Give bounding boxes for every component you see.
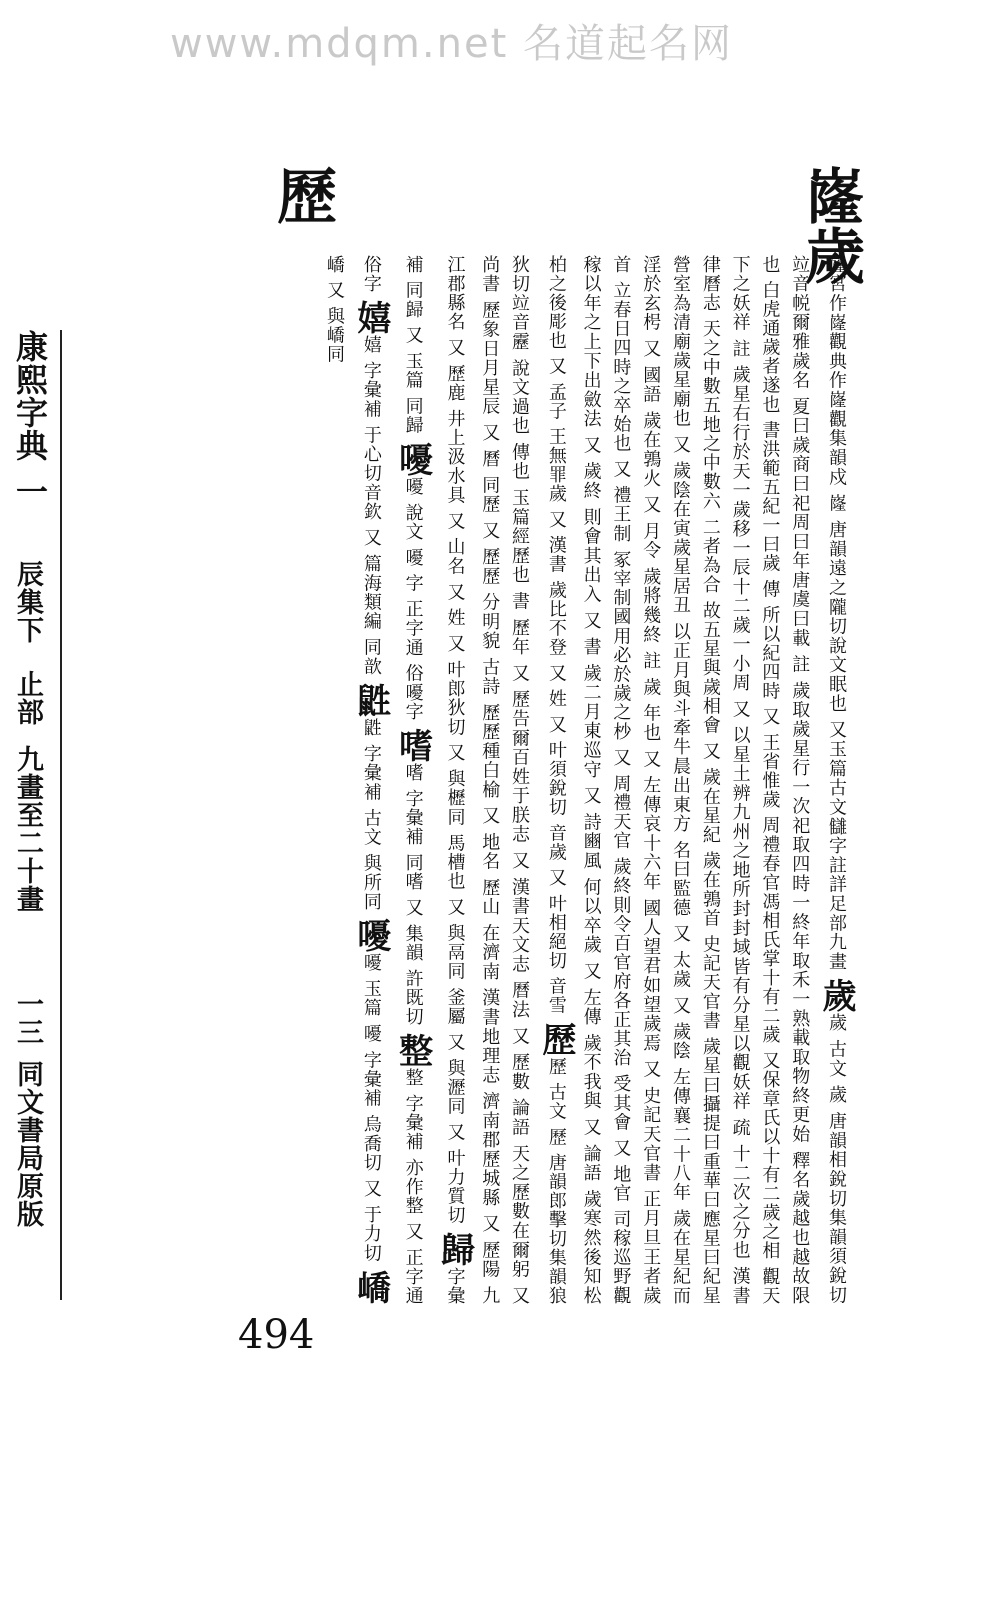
entry-head: 鼪 [350, 683, 391, 719]
entry-head: 歸 [434, 1231, 475, 1267]
entry-text: 嬉 字彙補 于心切音欽 又 篇海類編 同歆 [360, 335, 382, 677]
page-marker: 一三 [12, 990, 43, 1046]
dictionary-body [66, 255, 856, 1305]
entry-head: 嶠 [350, 1269, 391, 1305]
watermark: www.mdqm.net 名道起名网 [170, 21, 733, 67]
entry-text: 鼪 字彙補 古文 與所同 [360, 718, 382, 912]
entry-head: 嗜 [392, 727, 433, 763]
entry [826, 255, 847, 971]
stroke-range-label: 九畫至二十畫 [12, 745, 43, 913]
entry-text: 嶐宮作嶐觀典作嶐觀集韻戍 嶐 唐韻遠之隴切說文眠也 又玉篇古文讎字註詳足部九畫 [826, 255, 847, 972]
entry-head: 整 [392, 1032, 433, 1068]
page-number: 494 [238, 1312, 315, 1358]
book-title: 康熙字典 [11, 330, 49, 462]
entry-text: 整 字彙補 亦作整 又 正字通 俗字 [360, 255, 424, 1305]
entry-text: 歲 古文 歲 唐韻相銳切集韻須銳切竝音帨爾雅歲名 夏曰歲商曰祀周曰年唐虞曰載 註 歲取歲星行一次祀取四時一終年取禾一熟載取物終更始 釋名歲越也越故限也 白虎通歲者遂也 書洪範五紀一曰歲 傳 所以紀四時 又 王省惟歲 周禮春官馮相氏掌十有二歲 又保章氏以十有二歲之相 觀天下之妖祥 註 歲星右行於天一歲移一辰十二歲一小周 又 以星土辨九州之地所封封域皆有分星以觀妖祥 疏 十二次之分也 漢書律曆志 天之中數五地之中數六 二者為合 故五星與歲相會 又 歲在星紀 歲在鶉首 史記天官書 歲星曰攝提曰重華曰應星曰紀星 營室為清廟歲星廟也 又 歲陰在寅歲星居丑 以正月與斗牽牛晨出東方 名曰監德 又 太歲 又 歲陰 左傳襄二十八年 歲在星紀而淫於玄枵 又 國語 歲在鶉火 又 月令 歲將幾終 註 歲 年也 又 左傳哀十六年 國人望君如望歲焉 又 史記天官書 正月旦王者歲首 立春日四時之卒始也 又 禮王制 冢宰制國用必於歲之杪 又 周禮天官 歲終則令百官府各正其治 受其會 又 地官 司稼巡野觀稼以年之上下出斂法 又 歲終 則會其出入 又 書 歲二月東巡守 又 詩豳風 何以卒歲 又 左傳 歲不我與 又 論語 歲寒然後知松柏之後彫也 又 孟子 王無罪歲 又 漢書 歲比不登 又 姓 又 叶須銳切 音歲 又 叶相絕切 音雪 [545, 255, 847, 1305]
entry-head: 嬉 [350, 300, 391, 336]
entry [392, 441, 433, 721]
entry [350, 918, 391, 1264]
entry-text: 字彙補 同歸 又 玉篇 同歸 [402, 255, 466, 1305]
entry [350, 683, 391, 912]
margin-separator [60, 330, 62, 1300]
entry-text: 嚘 玉篇 嚘 字彙補 烏喬切 又 于力切 [360, 953, 382, 1264]
entry-text: 歷 古文 歷 唐韻郎擊切集韻狼狄切竝音靂 說文過也 傳也 玉篇經歷也 書 歷年 又 歷告爾百姓于朕志 又 漢書天文志 曆法 又 歷數 論語 天之歷數在爾躬 又 尚書 歷象日月星辰 又 曆 同歷 又 歷歷 分明貌 古詩 歷歷種白榆 又 地名 歷山 在濟南 漢書地理志 濟南郡歷城縣 又 歷陽 九江郡縣名 又 歷鹿 井上汲水具 又 山名 又 姓 又 叶郎狄切 又 與櫪同 馬槽也 又 與鬲同 釜屬 又 與瀝同 又 叶力質切 [444, 255, 567, 1305]
body-frame [66, 255, 856, 1605]
entry [350, 300, 391, 677]
entry [392, 727, 433, 1026]
publisher-label: 同文書局原版 [12, 1060, 43, 1228]
entry-head: 嚘 [350, 918, 391, 954]
header-right-char: 嶐歲 [795, 165, 865, 285]
volume-mark: 一 [11, 475, 49, 508]
entry-head: 歷 [535, 1021, 576, 1057]
section-label: 辰集下 [12, 560, 43, 644]
entry-head: 歲 [816, 978, 856, 1014]
entry [545, 255, 856, 1305]
entry-head: 嚘 [392, 441, 433, 477]
entry-text: 嚘 說文 嚘 字 正字通 俗嚘字 [402, 476, 424, 721]
header-left-char: 歷 [267, 165, 337, 225]
entry-text: 嗜 字彙補 同嗜 又 集韻 許既切 [402, 762, 424, 1026]
entry-text: 嶠 又 與嶠同 [324, 255, 346, 364]
radical-label: 止部 [12, 670, 43, 726]
